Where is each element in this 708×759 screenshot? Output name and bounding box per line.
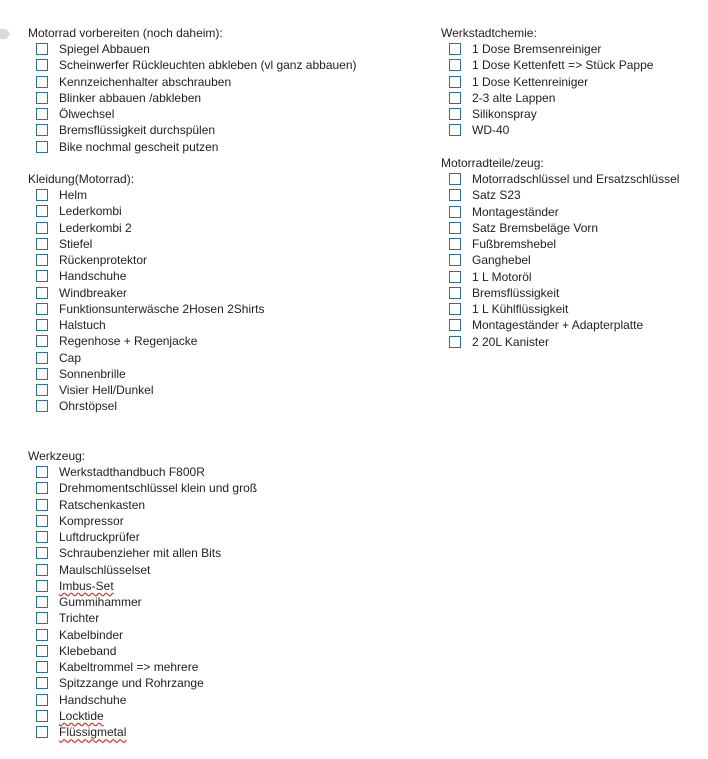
checklist-item-label: Kabelbinder — [59, 627, 124, 642]
checklist-item — [36, 57, 357, 73]
checklist-item — [36, 545, 257, 561]
checklist-item — [36, 366, 264, 382]
checklist-item — [449, 252, 679, 268]
checkbox[interactable] — [36, 319, 48, 331]
checkbox[interactable] — [36, 368, 48, 380]
checklist-item-label: 1 L Motoröl — [472, 269, 532, 284]
checkbox[interactable] — [36, 189, 48, 201]
checkbox[interactable] — [36, 466, 48, 478]
checklist-item-label: Ohrstöpsel — [59, 399, 118, 414]
checklist-item — [36, 285, 264, 301]
checklist-item — [36, 139, 357, 155]
checkbox[interactable] — [449, 189, 461, 201]
checklist-item — [36, 692, 257, 708]
checklist-item-label: Rückenprotektor — [59, 253, 148, 268]
checklist-item — [36, 708, 257, 724]
checkbox[interactable] — [36, 547, 48, 559]
checklist-item-label: 1 Dose Kettenfett => Stück Pappe — [472, 58, 654, 73]
checklist-item — [36, 480, 257, 496]
checklist-item-label: WD-40 — [472, 123, 510, 138]
checkbox[interactable] — [449, 238, 461, 250]
checklist-item-label: Bike nochmal gescheit putzen — [59, 139, 219, 154]
checklist-item-label: 1 Dose Bremsenreiniger — [472, 42, 602, 57]
checkbox[interactable] — [36, 677, 48, 689]
checklist-item-label: Bremsflüssigkeit — [472, 285, 560, 300]
checklist-item — [449, 171, 679, 187]
checklist-item-label: Lederkombi 2 — [59, 220, 132, 235]
checklist-item — [36, 236, 264, 252]
checklist-item-label: Satz S23 — [472, 188, 521, 203]
checkbox[interactable] — [449, 271, 461, 283]
section-title: Werkzeug: — [28, 449, 86, 463]
checkbox[interactable] — [36, 515, 48, 527]
checklist-item-label: Kompressor — [59, 513, 124, 528]
checkbox[interactable] — [36, 531, 48, 543]
checklist-item-label: Kennzeichenhalter abschrauben — [59, 74, 232, 89]
checklist-item — [36, 317, 264, 333]
checkbox[interactable] — [36, 222, 48, 234]
section-chemie — [441, 25, 653, 139]
checklist-item — [36, 74, 357, 90]
checkbox[interactable] — [36, 726, 48, 738]
checklist-item — [36, 382, 264, 398]
checkbox[interactable] — [449, 206, 461, 218]
checklist-item-label: Werkstadthandbuch F800R — [59, 465, 205, 480]
checklist-item — [449, 236, 679, 252]
checkbox[interactable] — [449, 254, 461, 266]
checklist-item-label: 1 Dose Kettenreiniger — [472, 74, 589, 89]
checkbox[interactable] — [36, 108, 48, 120]
checklist-item — [449, 106, 653, 122]
checkbox[interactable] — [36, 205, 48, 217]
section-werkzeug — [28, 448, 257, 740]
checklist-item-label: Trichter — [59, 611, 100, 626]
checkbox[interactable] — [36, 694, 48, 706]
checkbox[interactable] — [36, 564, 48, 576]
checkbox[interactable] — [36, 384, 48, 396]
checkbox[interactable] — [36, 238, 48, 250]
checkbox[interactable] — [36, 352, 48, 364]
checkbox[interactable] — [36, 124, 48, 136]
checklist-item-label: Fußbremshebel — [472, 237, 557, 252]
checklist-item-label: Handschuhe — [59, 269, 127, 284]
checklist-item-label: 2 20L Kanister — [472, 334, 549, 349]
checklist-item-label: Satz Bremsbeläge Vorn — [472, 220, 599, 235]
checkbox[interactable] — [36, 580, 48, 592]
checklist-item-label: Sonnenbrille — [59, 366, 126, 381]
checklist-item-label: Spiegel Abbauen — [59, 42, 150, 57]
checklist — [441, 171, 679, 350]
checklist-item-label: Ganghebel — [472, 253, 531, 268]
checkbox[interactable] — [36, 612, 48, 624]
checklist-item-label: Klebeband — [59, 643, 117, 658]
checklist-item — [449, 41, 653, 57]
checklist-item-label: Scheinwerfer Rückleuchten abkleben (vl ganz abbauen) — [59, 58, 357, 73]
section-title: Werkstadtchemie: — [441, 26, 537, 40]
checklist-item — [36, 220, 264, 236]
checklist-item — [36, 594, 257, 610]
checklist-item-label: Luftdruckprüfer — [59, 530, 140, 545]
checkbox[interactable] — [449, 108, 461, 120]
checklist-item-label: Cap — [59, 350, 82, 365]
checklist-item — [449, 269, 679, 285]
checklist-item-label: Visier Hell/Dunkel — [59, 383, 154, 398]
checklist-item — [36, 301, 264, 317]
checklist-item — [36, 578, 257, 594]
section-title: Kleidung(Motorrad): — [28, 172, 135, 186]
section-title: Motorrad vorbereiten (noch daheim): — [28, 26, 223, 40]
checklist — [28, 187, 264, 415]
checklist-item — [36, 562, 257, 578]
checkbox[interactable] — [36, 482, 48, 494]
checklist-item — [36, 675, 257, 691]
checkbox[interactable] — [36, 303, 48, 315]
checklist — [441, 41, 653, 139]
checklist-item — [36, 252, 264, 268]
checklist-item — [36, 398, 264, 414]
checklist-item — [449, 187, 679, 203]
checkbox[interactable] — [36, 645, 48, 657]
checklist-item-label: Blinker abbauen /abkleben — [59, 90, 202, 105]
checklist-item-label: Bremsflüssigkeit durchspülen — [59, 123, 216, 138]
checklist — [28, 41, 357, 155]
checklist-item — [36, 497, 257, 513]
checklist-item — [36, 724, 257, 740]
checklist-item-label: Drehmomentschlüssel klein und groß — [59, 481, 258, 496]
checklist-item-label: Spitzzange und Rohrzange — [59, 676, 204, 691]
checklist-item — [449, 334, 679, 350]
checklist-item — [36, 187, 264, 203]
checklist-item-label: Gummihammer — [59, 595, 142, 610]
checkbox[interactable] — [449, 303, 461, 315]
checkbox[interactable] — [36, 254, 48, 266]
checklist-item — [449, 90, 653, 106]
checklist-item — [449, 317, 679, 333]
checklist-item-label: Handschuhe — [59, 692, 127, 707]
checkbox[interactable] — [449, 222, 461, 234]
checklist-item-label: Halstuch — [59, 318, 106, 333]
checklist-item-label: 2-3 alte Lappen — [472, 90, 556, 105]
checkbox[interactable] — [449, 173, 461, 185]
checklist-item-label: Maulschlüsselset — [59, 562, 151, 577]
checklist-item — [36, 106, 357, 122]
checklist-item — [36, 529, 257, 545]
checklist-item-label: Stiefel — [59, 236, 93, 251]
checkbox[interactable] — [36, 76, 48, 88]
section-kleidung — [28, 171, 264, 415]
checklist-item-label: Motorradschlüssel und Ersatzschlüssel — [472, 172, 680, 187]
checklist-item-label: Montageständer — [472, 204, 559, 219]
checkbox[interactable] — [36, 661, 48, 673]
checklist-item-label: Montageständer + Adapterplatte — [472, 318, 644, 333]
checklist-item — [36, 464, 257, 480]
checklist-item — [36, 90, 357, 106]
checklist-item — [36, 643, 257, 659]
checklist-item-label: Schraubenzieher mit allen Bits — [59, 546, 222, 561]
checklist — [28, 464, 257, 740]
checklist-item — [449, 285, 679, 301]
checkbox[interactable] — [449, 336, 461, 348]
checklist-item-label: Flüssigmetal — [59, 725, 127, 740]
checkbox[interactable] — [36, 499, 48, 511]
checklist-item — [36, 203, 264, 219]
checkbox[interactable] — [449, 287, 461, 299]
checkbox[interactable] — [36, 43, 48, 55]
checklist-item-label: Ölwechsel — [59, 107, 115, 122]
checklist-item — [36, 627, 257, 643]
checkbox[interactable] — [36, 92, 48, 104]
checklist-item-label: Funktionsunterwäsche 2Hosen 2Shirts — [59, 301, 265, 316]
checkbox[interactable] — [36, 141, 48, 153]
checkbox[interactable] — [36, 270, 48, 282]
checkbox[interactable] — [36, 287, 48, 299]
checklist-item — [36, 268, 264, 284]
checklist-item — [449, 204, 679, 220]
section-title: Motorradteile/zeug: — [441, 156, 544, 170]
checkbox[interactable] — [449, 59, 461, 71]
checklist-item-label: Locktide — [59, 708, 104, 723]
checkbox[interactable] — [36, 400, 48, 412]
checkbox[interactable] — [449, 76, 461, 88]
checkbox[interactable] — [36, 629, 48, 641]
checkbox[interactable] — [449, 92, 461, 104]
checklist-item — [449, 122, 653, 138]
paragraph-marker-icon — [0, 29, 10, 39]
checkbox[interactable] — [449, 319, 461, 331]
checklist-item — [36, 610, 257, 626]
section-motorrad — [28, 25, 357, 155]
checklist-item-label: Ratschenkasten — [59, 497, 146, 512]
checkbox[interactable] — [449, 124, 461, 136]
checklist-item — [449, 57, 653, 73]
checklist-item-label: Silikonspray — [472, 107, 537, 122]
checklist-item-label: Helm — [59, 188, 88, 203]
checklist-item — [449, 74, 653, 90]
checklist-item — [36, 350, 264, 366]
checklist-item-label: Imbus-Set — [59, 578, 114, 593]
checklist-item — [36, 41, 357, 57]
checklist-item — [36, 513, 257, 529]
checklist-item — [36, 333, 264, 349]
checklist-item — [449, 301, 679, 317]
checklist-item-label: Lederkombi — [59, 204, 122, 219]
checklist-item — [449, 220, 679, 236]
checklist-item-label: 1 L Kühlflüssigkeit — [472, 302, 569, 317]
checklist-item-label: Regenhose + Regenjacke — [59, 334, 198, 349]
checklist-item — [36, 659, 257, 675]
checkbox[interactable] — [36, 335, 48, 347]
checkbox[interactable] — [449, 43, 461, 55]
checklist-item — [36, 122, 357, 138]
section-teile — [441, 155, 679, 350]
checkbox[interactable] — [36, 59, 48, 71]
checklist-item-label: Windbreaker — [59, 285, 128, 300]
checkbox[interactable] — [36, 596, 48, 608]
checklist-item-label: Kabeltrommel => mehrere — [59, 660, 199, 675]
checkbox[interactable] — [36, 710, 48, 722]
